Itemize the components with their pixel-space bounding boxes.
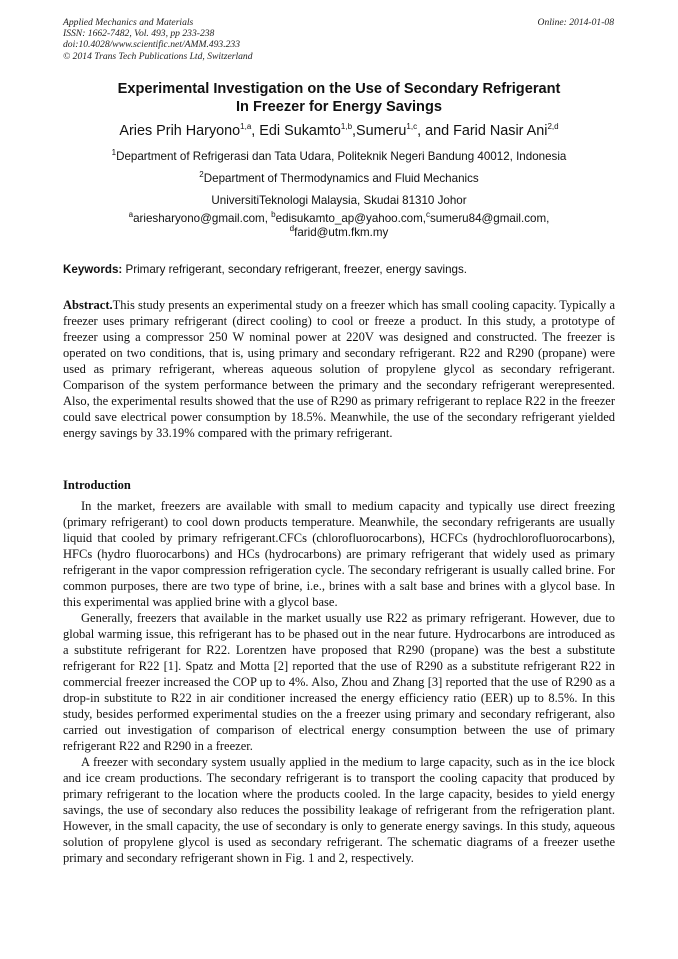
email-address[interactable]: farid@utm.fkm.my — [294, 226, 389, 239]
abstract — [63, 297, 615, 441]
affiliation-2-line-2: UniversitiTeknologi Malaysia, Skudai 81310 Johor — [211, 194, 467, 207]
paragraph: A freezer with secondary system usually applied in the medium to large capacity, such as in the ice block and ice cream productions. The secondary refrigerant is to transport the cooling capacity that produced by primary refrigerant to the location where the products cooled. In the large capacity, besides to yield energy savings, the use of secondary also reduces the possibility leakage of refrigerant from the refrigeration plant. However, in the small capacity, the use of secondary is only to generate energy savings. In this study, aqueous solution of propylene glycol is used as secondary refrigerant. The schematic diagrams of a freezer usethe primary and secondary refrigerant shown in Fig. 1 and 2, respectively. — [63, 755, 615, 865]
email-address[interactable]: ariesharyono@gmail.com, — [133, 212, 272, 225]
title-line-2: In Freezer for Energy Savings — [235, 99, 442, 115]
keywords-label: Keywords: — [63, 263, 123, 276]
author-name: Farid Nasir Ani — [453, 123, 548, 139]
affiliation-text: Department of Thermodynamics and Fluid Mechanics — [203, 172, 479, 185]
author-affiliation-mark: 1,b — [340, 122, 353, 132]
email-mark: a — [128, 210, 134, 220]
keywords — [63, 263, 615, 277]
author-name: Aries Prih Haryono — [119, 123, 241, 139]
keywords-text: Primary refrigerant, secondary refrigerant, freezer, energy savings. — [122, 263, 468, 276]
author-separator: , — [352, 123, 357, 139]
author-separator: , and — [417, 123, 454, 139]
email-mark: b — [271, 210, 276, 220]
affiliation-2 — [0, 172, 678, 186]
author-separator: , — [251, 123, 260, 139]
author-affiliation-mark: 1,a — [240, 122, 252, 132]
online-date: Online: 2014-01-08 — [537, 17, 614, 28]
author-list — [0, 122, 678, 140]
author-name: Edi Sukamto — [259, 123, 341, 139]
email-mark: c — [425, 210, 430, 220]
affiliation-1 — [0, 150, 678, 164]
author-name: Sumeru — [356, 123, 407, 139]
doi-line[interactable]: doi:10.4028/www.scientific.net/AMM.493.233 — [63, 39, 241, 51]
author-affiliation-mark: 2,d — [547, 122, 559, 132]
email-mark: d — [289, 224, 295, 234]
paragraph: In the market, freezers are available with small to medium capacity and typically use direct freezing (primary refrigerant) to cool down products temperature. Meanwhile, the secondary refrigerants are usually liquid that cooled by primary refrigerant.CFCs (chlorofluorocarbons), HCFCs (hydrochlorofluorocarbons), HFCs (hydro fluorocarbons) and HCs (hydrocarbons) are primary refrigerant that widely used as primary refrigerant in the vapor compression refrigeration cycle. The secondary refrigerant is usually called brine. For common purposes, there are two type of brine, i.e., brines with a salt base and brines with a glycol base. In this experimental was applied brine with a glycol base. — [63, 499, 615, 609]
paragraph: Generally, freezers that available in the market usually use R22 as primary refrigerant. However, due to global warming issue, this refrigerant has to be phased out in the near future. Hydrocarbons are introduced as a substitute refrigerant for R22. Lorentzen have proposed that R290 (propane) was the best a substitute refrigerant for R22 [1]. Spatz and Motta [2] reported that the use of R290 as a substitute refrigerant R22 in commercial freezer increased the COP up to 4%. Also, Zhou and Zhang [3] reported that the use of R290 as a drop-in substitute to R22 in air conditioner increased the energy efficiency ratio (EER) up to 8.5%. In this study, besides performed experimental studies on the a freezer using primary and secondary refrigerant, also carried out investigation of comparison of electrical energy consumption between the use of primary refrigerant R22 and R290 in a freezer. — [63, 611, 615, 753]
issn-line: ISSN: 1662-7482, Vol. 493, pp 233-238 — [63, 28, 215, 40]
email-address[interactable]: edisukamto_ap@yahoo.com, — [275, 212, 426, 225]
abstract-label: Abstract. — [63, 298, 113, 312]
author-affiliation-mark: 1,c — [406, 122, 418, 132]
journal-name: Applied Mechanics and Materials — [63, 17, 194, 28]
journal-metadata — [63, 17, 253, 62]
paper-title — [0, 80, 678, 116]
affiliation-mark: 1 — [111, 148, 117, 158]
copyright-line: © 2014 Trans Tech Publications Ltd, Switzerland — [63, 50, 253, 62]
abstract-text: This study presents an experimental study on a freezer which has small cooling capacity. Typically a freezer uses primary refrigerant (direct cooling) to cool or freeze a product. In this study, a prototype of freezer using a compressor 250 W nominal power at 220V was designed and constructed. The freezer is operated on two conditions, that is, using primary and secondary refrigerant. R22 and R290 (propane) were used as primary refrigerant, whereas aqueous solution of propylene glycol as secondary refrigerant. Comparison of the system performance between the primary and the secondary refrigerant werepresented. Also, the experimental results showed that the use of R290 as primary refrigerant to replace R22 in the freezer could save electrical power consumption by 18.5%. Meanwhile, the use of the secondary refrigerant yielded energy savings by 33.19% compared with the primary refrigerant. — [63, 298, 615, 440]
section-heading-introduction: Introduction — [63, 478, 131, 492]
email-list — [0, 212, 678, 240]
email-address[interactable]: sumeru84@gmail.com, — [429, 212, 550, 225]
title-line-1: Experimental Investigation on the Use of Secondary Refrigerant — [117, 81, 561, 97]
affiliation-mark: 2 — [199, 170, 204, 180]
introduction-body — [63, 498, 615, 866]
affiliation-text: Department of Refrigerasi dan Tata Udara, Politeknik Negeri Bandung 40012, Indonesia — [116, 150, 567, 163]
